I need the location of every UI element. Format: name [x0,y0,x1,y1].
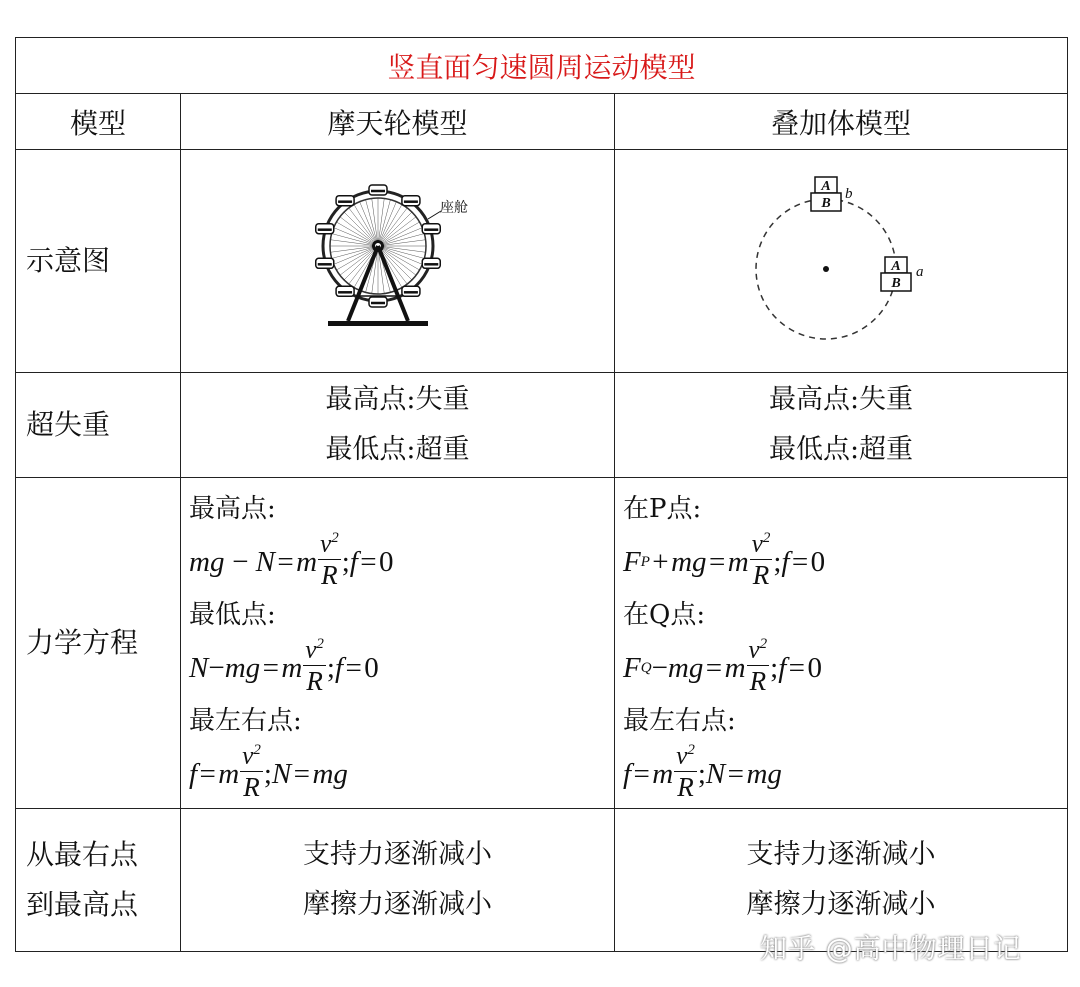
header-ferris: 摩天轮模型 [181,94,615,150]
ferris-normal-force-change: 支持力逐渐减小 [303,839,492,870]
ferris-top-equation: mg − N = m $\frac{v^2}{R}$ ; f = 0 [189,530,394,590]
stack-side-equation: f = m $\frac{v^2}{R}$ ; N = mg [623,742,782,802]
stack-bottom-label: 在Q点: [623,600,706,630]
ferris-bottom-label: 最低点: [189,600,276,630]
change-label-line2: 到最高点 [26,888,139,921]
point-b-label: b [845,185,853,202]
stack-weight-cell [615,373,1068,478]
ferris-wheel-figure [298,176,498,346]
ferris-top-weight: 最高点:失重 [325,384,470,415]
row-label-change [16,809,181,952]
stack-friction-change: 摩擦力逐渐减小 [746,889,936,920]
ferris-equations-cell [181,478,615,809]
stack-top-equation: F P + mg = m $\frac{v^2}{R}$ ; f = 0 [623,530,826,590]
ferris-bottom-equation: N − mg = m $\frac{v^2}{R}$ ; f = 0 [189,636,379,696]
zhihu-watermark: 知乎 @高中物理日记 [760,934,1022,965]
header-model: 模型 [16,94,181,150]
ferris-weight-cell [181,373,615,478]
row-label-diagram: 示意图 [16,150,181,373]
cabin-label: 座舱 [439,200,468,216]
stacked-block-figure [741,174,941,349]
ferris-friction-change: 摩擦力逐渐减小 [303,889,492,920]
block-a-top: A [821,178,831,194]
ferris-change-cell [181,809,615,952]
row-label-equations: 力学方程 [16,478,181,809]
stacked-block-diagram [615,150,1068,373]
ferris-top-label: 最高点: [189,494,276,524]
row-label-weight: 超失重 [16,373,181,478]
stack-normal-force-change: 支持力逐渐减小 [746,839,936,870]
block-b-side: B [891,275,901,291]
ferris-side-equation: f = m $\frac{v^2}{R}$ ; N = mg [189,742,348,802]
header-stack: 叠加体模型 [615,94,1068,150]
model-table [15,37,1068,952]
stack-equations-cell [615,478,1068,809]
stack-top-label: 在P点: [623,494,702,524]
block-b-top: B [821,195,831,211]
ferris-wheel-diagram [181,150,615,373]
stack-top-weight: 最高点:失重 [768,384,914,415]
stack-bottom-equation: F Q − mg = m $\frac{v^2}{R}$ ; f = 0 [623,636,822,696]
change-label-line1: 从最右点 [26,838,139,871]
point-a-label: a [916,263,924,280]
stack-bottom-weight: 最低点:超重 [768,434,914,465]
block-a-side: A [891,258,901,274]
ferris-bottom-weight: 最低点:超重 [325,434,470,465]
stack-side-label: 最左右点: [623,706,736,736]
table-title: 竖直面匀速圆周运动模型 [16,38,1068,94]
ferris-side-label: 最左右点: [189,706,302,736]
